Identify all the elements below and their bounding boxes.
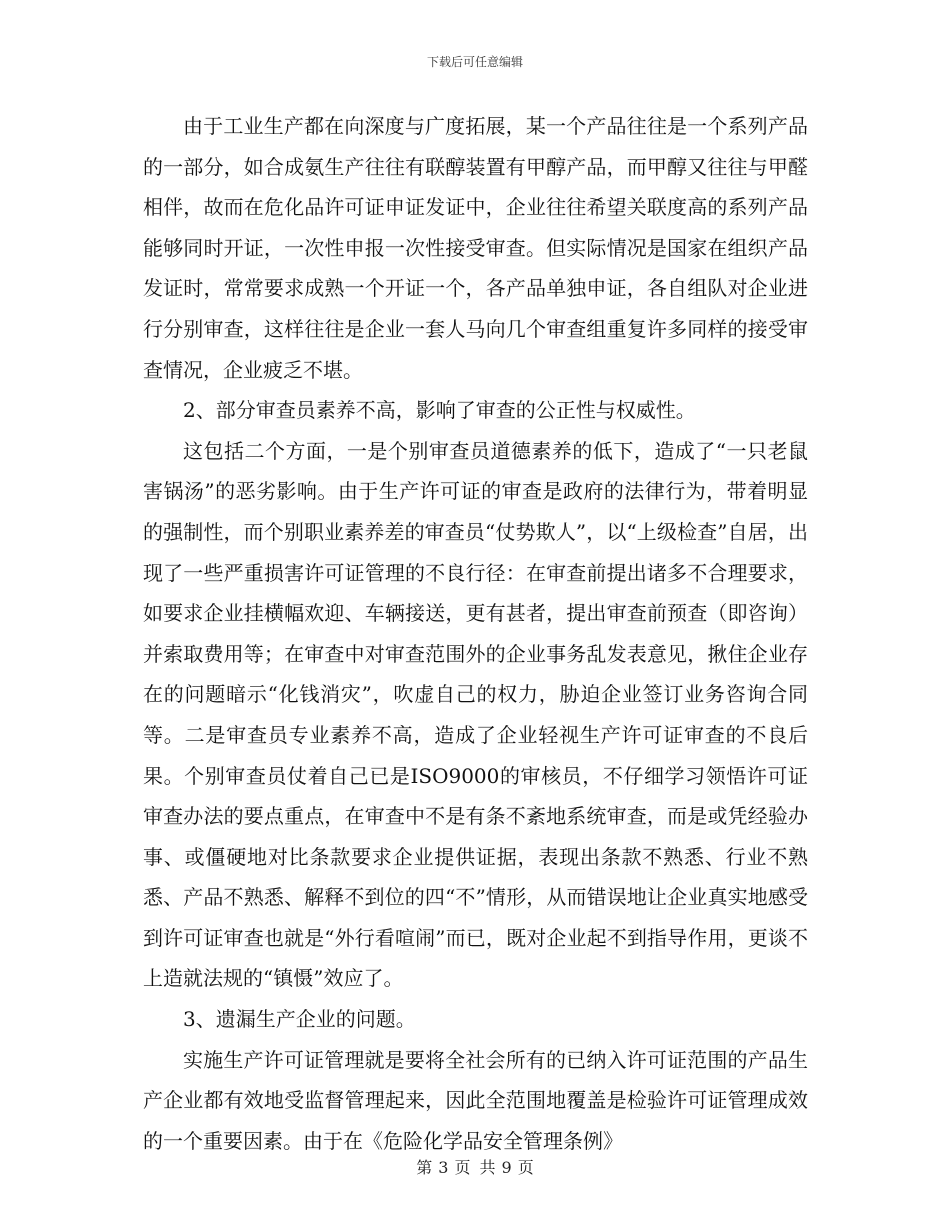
footer-prefix: 第 xyxy=(416,1158,433,1177)
document-body xyxy=(143,106,808,1161)
paragraph-2-heading: 2、部分审查员素养不高，影响了审查的公正性与权威性。 xyxy=(183,398,696,423)
paragraph-5: 实施生产许可证管理就是要将全社会所有的已纳入许可证范围的产品生产企业都有效地受监督管理起来，因此全范围地覆盖是检验许可证管理成效的一个重要因素。由于在《危险化学品安全管理条例》 xyxy=(143,1047,808,1153)
paragraph-4-heading: 3、遗漏生产企业的问题。 xyxy=(183,1007,416,1032)
footer-suffix: 页 xyxy=(517,1158,534,1177)
footer-middle: 页 共 xyxy=(454,1158,496,1177)
footer-total-pages: 9 xyxy=(501,1158,512,1177)
paragraph-1: 由于工业生产都在向深度与广度拓展，某一个产品往往是一个系列产品的一部分，如合成氨生产往往有联醇装置有甲醇产品，而甲醇又往往与甲醛相伴，故而在危化品许可证申证发证中，企业往往希望关联度高的系列产品能够同时开证，一次性申报一次性接受审查。但实际情况是国家在组织产品发证时，常常要求成熟一个开证一个，各产品单独申证，各自组队对企业进行分别审查，这样往往是企业一套人马向几个审查组重复许多同样的接受审查情况，企业疲乏不堪。 xyxy=(143,114,808,382)
footer-current-page: 3 xyxy=(438,1158,449,1177)
paragraph-3: 这包括二个方面，一是个别审查员道德素养的低下，造成了“一只老鼠害锅汤”的恶劣影响。由于生产许可证的审查是政府的法律行为，带着明显的强制性，而个别职业素养差的审查员“仗势欺人”，以“上级检查”自居，出现了一些严重损害许可证管理的不良行径：在审查前提出诸多不合理要求，如要求企业挂横幅欢迎、车辆接送，更有甚者，提出审查前预查（即咨询）并索取费用等；在审查中对审查范围外的企业事务乱发表意见，揪住企业存在的问题暗示“化钱消灾”，吹虚自己的权力，胁迫企业签订业务咨询合同等。二是审查员专业素养不高，造成了企业轻视生产许可证审查的不良后果。个别审查员仗着自己已是ISO9000的审核员，不仔细学习领悟许可证审查办法的要点重点，在审查中不是有条不紊地系统审查，而是或凭经验办事、或僵硬地对比条款要求企业提供证据，表现出条款不熟悉、行业不熟悉、产品不熟悉、解释不到位的四“不”情形，从而错误地让企业真实地感受到许可证审查也就是“外行看喧闹”而已，既对企业起不到指导作用，更谈不上造就法规的“镇慑”效应了。 xyxy=(143,438,808,991)
page-footer xyxy=(0,1155,950,1178)
page-header: 下载后可任意编辑 xyxy=(426,55,523,69)
